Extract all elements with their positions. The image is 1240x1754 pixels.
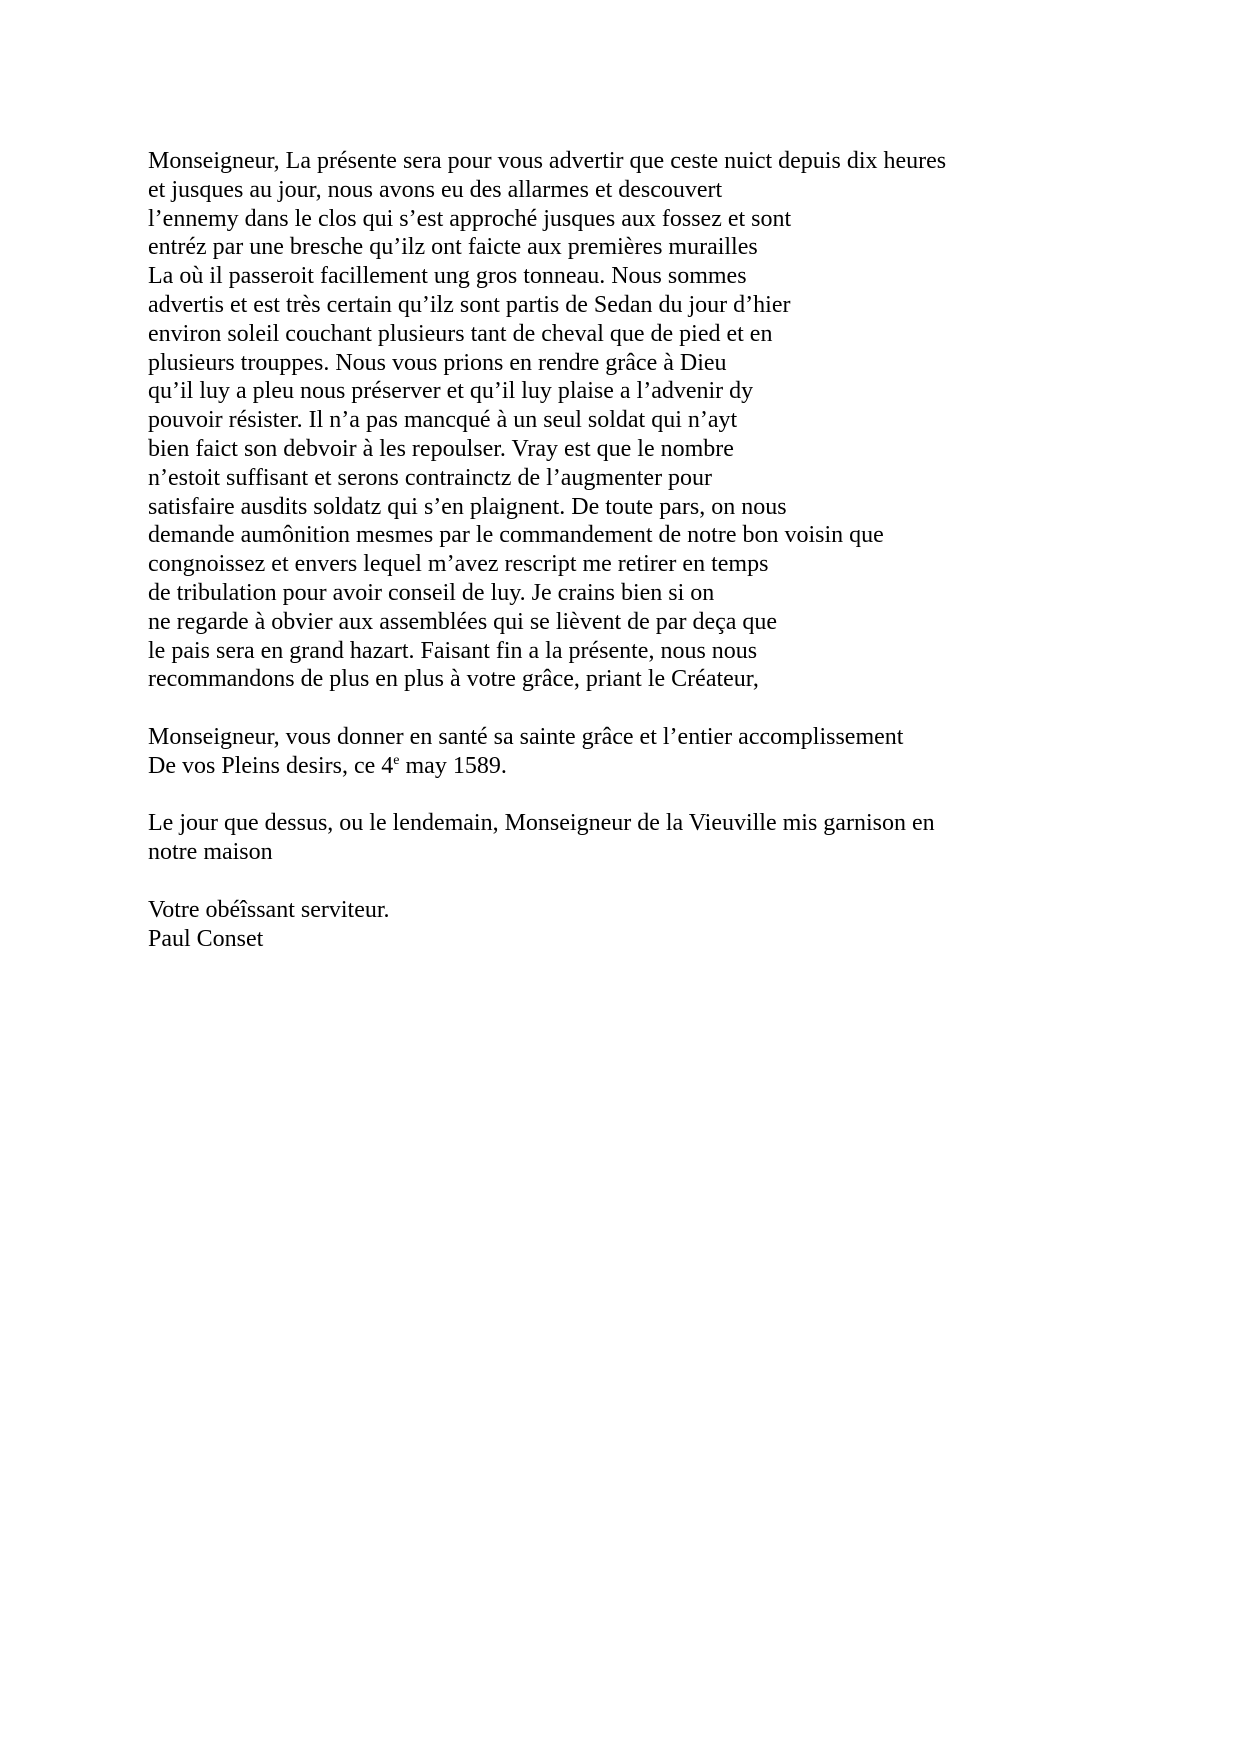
paragraph-gap	[148, 694, 1148, 723]
body-line: n’estoit suffisant et serons contrainctz de l’augmenter pour	[148, 464, 713, 491]
body-line: l’ennemy dans le clos qui s’est approché jusques aux fossez et sont	[148, 205, 792, 232]
body-line: congnoissez et envers lequel m’avez rescript me retirer en temps	[148, 551, 769, 578]
body-line: bien faict son debvoir à les repoulser. Vray est que le nombre	[148, 435, 734, 462]
paragraph-gap	[148, 867, 1148, 896]
letter-text	[148, 147, 1148, 953]
body-line: plusieurs trouppes. Nous vous prions en rendre grâce à Dieu	[148, 349, 727, 376]
body-line: environ soleil couchant plusieurs tant de cheval que de pied et en	[148, 320, 773, 347]
letter-body-paragraph	[148, 147, 1148, 694]
body-line: advertis et est très certain qu’ilz sont partis de Sedan du jour d’hier	[148, 291, 791, 318]
note-line: Le jour que dessus, ou le lendemain, Monseigneur de la Vieuville mis garnison en	[148, 810, 935, 837]
body-line: le pais sera en grand hazart. Faisant fin a la présente, nous nous	[148, 637, 758, 664]
note-paragraph	[148, 809, 1148, 867]
body-line: satisfaire ausdits soldatz qui s’en plaignent. De toute pars, on nous	[148, 493, 787, 520]
body-line: La où il passeroit facillement ung gros tonneau. Nous sommes	[148, 263, 747, 290]
body-line: demande aumônition mesmes par le commandement de notre bon voisin que	[148, 522, 884, 549]
body-line: entréz par une bresche qu’ilz ont faicte aux premières murailles	[148, 234, 758, 261]
paragraph-gap	[148, 781, 1148, 810]
body-line: et jusques au jour, nous avons eu des allarmes et descouvert	[148, 176, 723, 203]
body-line: qu’il luy a pleu nous préserver et qu’il luy plaise a l’advenir dy	[148, 378, 754, 405]
body-line: de tribulation pour avoir conseil de luy. Je crains bien si on	[148, 579, 715, 606]
signature-name: Paul Conset	[148, 925, 264, 952]
body-line: Monseigneur, La présente sera pour vous advertir que ceste nuict depuis dix heures	[148, 148, 947, 174]
closing-date-year: may 1589.	[399, 752, 507, 779]
note-line: notre maison	[148, 839, 273, 866]
body-line: ne regarde à obvier aux assemblées qui se lièvent de par deça que	[148, 608, 778, 635]
body-line: pouvoir résister. Il n’a pas mancqué à un seul soldat qui n’ayt	[148, 407, 738, 434]
body-line: recommandons de plus en plus à votre grâce, priant le Créateur,	[148, 666, 759, 693]
closing-date-line	[148, 752, 1148, 781]
closing-line: Monseigneur, vous donner en santé sa sainte grâce et l’entier accomplissement	[148, 723, 904, 750]
signature-block	[148, 896, 1148, 954]
signoff-text: Votre obéîssant serviteur.	[148, 896, 390, 923]
ordinal-superscript: e	[393, 752, 400, 768]
closing-paragraph	[148, 723, 1148, 781]
closing-date-text: De vos Pleins desirs, ce 4	[148, 752, 394, 779]
